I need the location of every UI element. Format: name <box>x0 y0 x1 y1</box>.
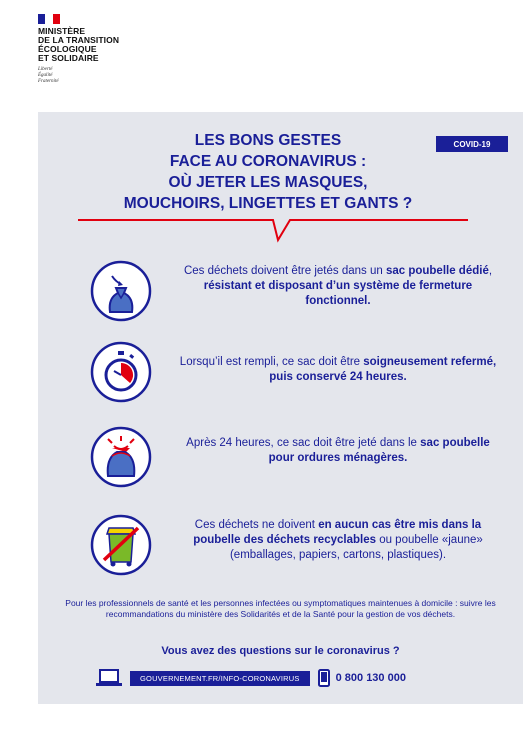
ministry-name-line: ET SOLIDAIRE <box>38 53 99 63</box>
covid-badge: COVID-19 <box>436 136 508 152</box>
ministry-logo <box>38 14 178 85</box>
tied-bag-icon <box>90 426 152 488</box>
speech-bubble-line <box>78 212 468 244</box>
no-recycling-bin-icon <box>90 514 152 576</box>
motto-line: Égalité <box>38 73 53 78</box>
hotline-number[interactable]: 0 800 130 000 <box>335 672 406 684</box>
stopwatch-icon <box>90 341 152 403</box>
laptop-icon <box>96 669 122 687</box>
motto-line: Fraternité <box>38 79 59 84</box>
step-row <box>38 337 523 417</box>
trash-bag-icon <box>90 260 152 322</box>
phone-icon <box>318 669 330 687</box>
step-text: Ces déchets doivent être jetés dans un sac poubelle dédié, résistant et disposant d’un système de fermeture fonctionnel. <box>183 265 493 307</box>
contact-bar <box>96 669 406 687</box>
step-row <box>38 420 523 500</box>
poster-panel <box>38 112 523 704</box>
poster-title <box>68 130 468 214</box>
title-line: LES BONS GESTES <box>194 132 342 149</box>
title-line: FACE AU CORONAVIRUS : <box>169 153 367 170</box>
ministry-name-line: DE LA TRANSITION <box>38 35 120 45</box>
title-line: OÙ JETER LES MASQUES, <box>168 174 368 191</box>
step-text: Ces déchets ne doivent en aucun cas être mis dans la poubelle des déchets recyclables ou poubelle «jaune» (emballages, papiers, cartons, plastiques). <box>193 519 483 561</box>
questions-heading: Vous avez des questions sur le coronavirus ? <box>161 645 400 657</box>
republic-motto <box>38 67 178 85</box>
title-line: MOUCHOIRS, LINGETTES ET GANTS ? <box>123 195 413 212</box>
step-row <box>38 252 523 332</box>
step-row <box>38 506 523 586</box>
step-text: Après 24 heures, ce sac doit être jeté dans le sac poubelle pour ordures ménagères. <box>186 437 490 464</box>
step-text: Lorsqu’il est rempli, ce sac doit être soigneusement refermé, puis conservé 24 heures. <box>179 356 497 383</box>
motto-line: Liberté <box>38 67 53 72</box>
professionals-footnote: Pour les professionnels de santé et les personnes infectées ou symptomatiques maintenues à domicile : suivre les recommandations du ministère des Solidarités et de la Santé pour la gestion de vos déchets. <box>65 598 496 619</box>
info-website-link[interactable]: GOUVERNEMENT.FR/INFO-CORONAVIRUS <box>130 671 310 686</box>
ministry-name-line: ÉCOLOGIQUE <box>38 44 97 54</box>
ministry-name-line: MINISTÈRE <box>38 26 86 36</box>
french-flag-icon <box>38 14 60 24</box>
